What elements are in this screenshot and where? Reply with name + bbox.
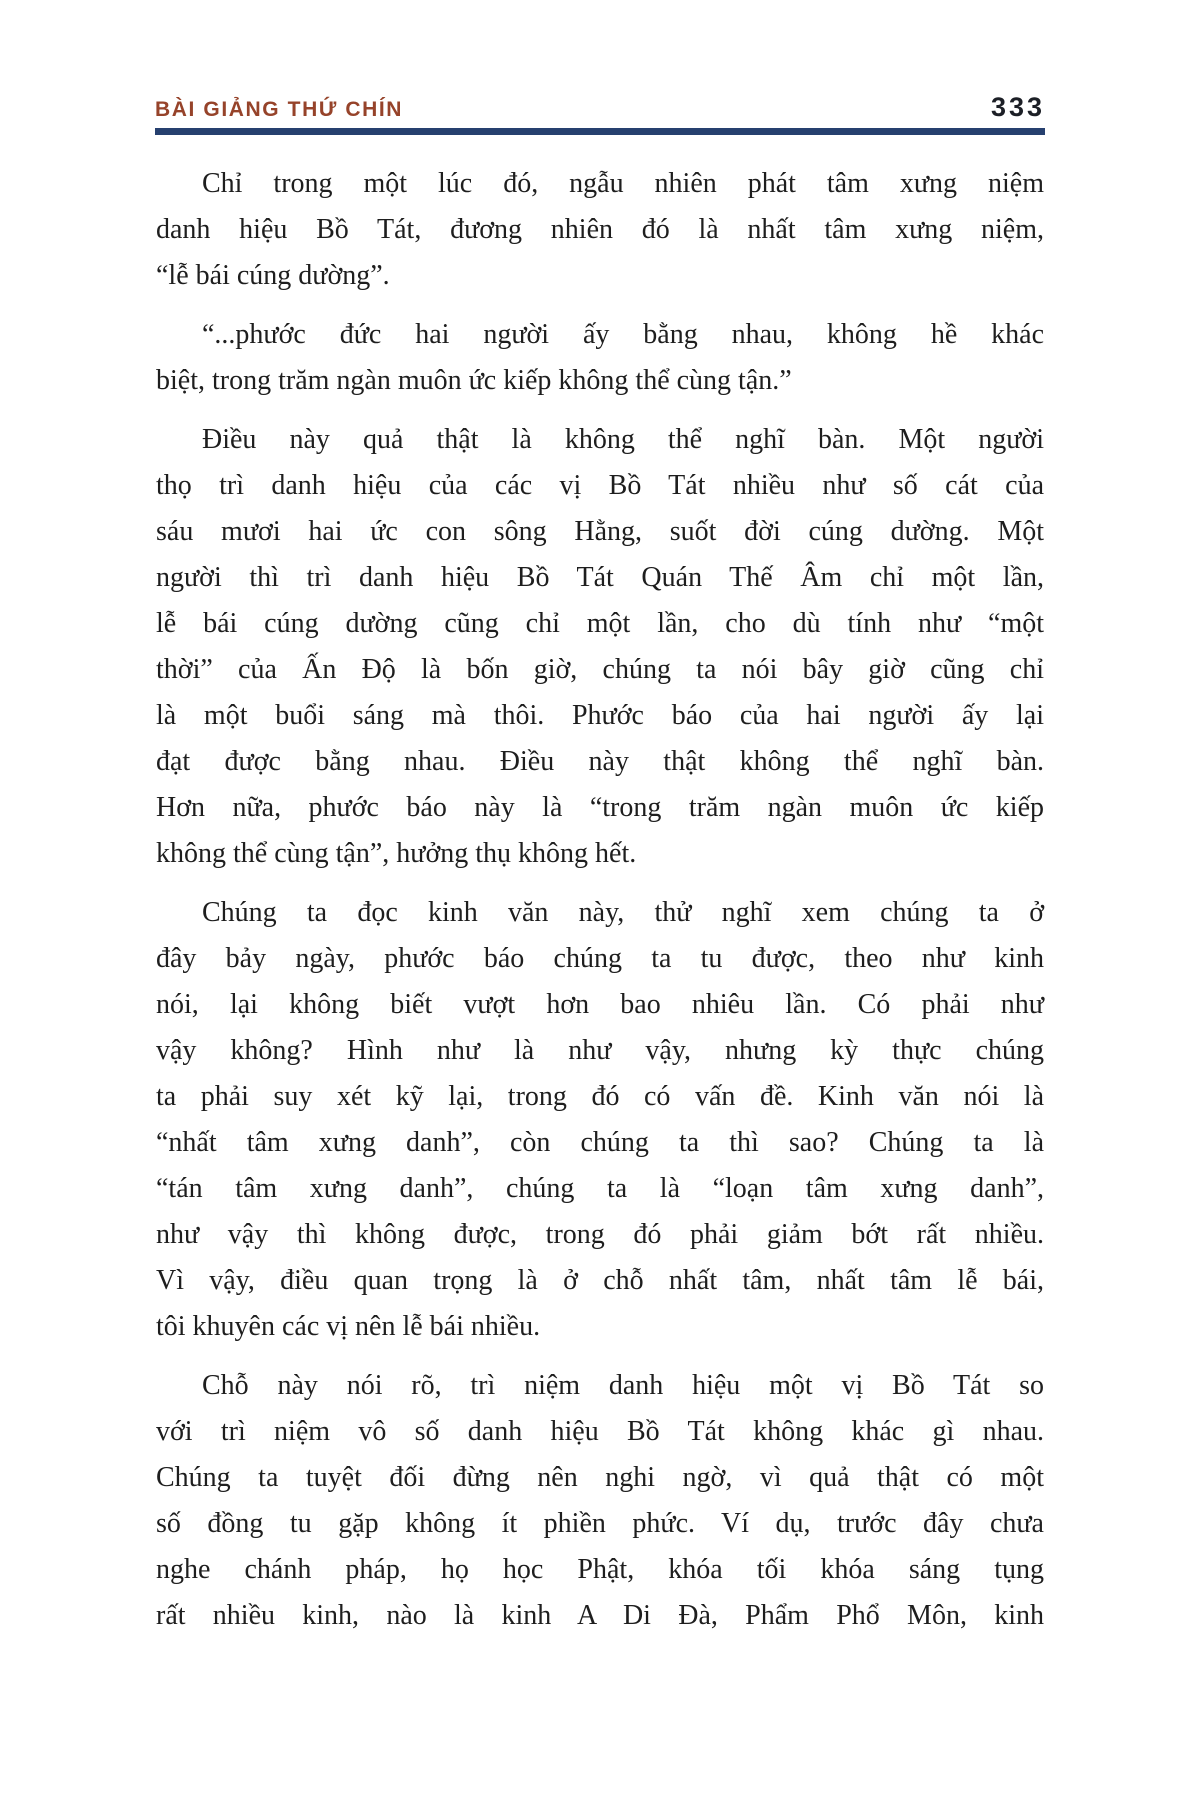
text-line: là một buổi sáng mà thôi. Phước báo của hai người ấy lại [156,700,1044,731]
text-line: không thể cùng tận”, hưởng thụ không hết. [156,838,637,869]
page-header [155,92,1045,125]
text-line: “nhất tâm xưng danh”, còn chúng ta thì sao? Chúng ta là [156,1127,1044,1158]
text-line: đây bảy ngày, phước báo chúng ta tu được, theo như kinh [156,943,1044,974]
text-line: thời” của Ấn Độ là bốn giờ, chúng ta nói bây giờ cũng chỉ [156,654,1044,685]
text-line: “lễ bái cúng dường”. [156,260,390,291]
text-line: “tán tâm xưng danh”, chúng ta là “loạn tâm xưng danh”, [156,1173,1044,1204]
text-line: sáu mươi hai ức con sông Hằng, suốt đời cúng dường. Một [156,516,1044,547]
text-line: vậy không? Hình như là như vậy, nhưng kỳ thực chúng [156,1035,1044,1066]
paragraph [156,161,1044,299]
text-line: danh hiệu Bồ Tát, đương nhiên đó là nhất tâm xưng niệm, [156,214,1044,245]
body-text [156,161,1044,1639]
text-line: Chúng ta đọc kinh văn này, thử nghĩ xem chúng ta ở [202,897,1044,928]
text-line: đạt được bằng nhau. Điều này thật không thể nghĩ bàn. [156,746,1044,777]
text-line: với trì niệm vô số danh hiệu Bồ Tát không khác gì nhau. [156,1416,1044,1447]
header-rule [155,128,1045,135]
text-line: Chỗ này nói rõ, trì niệm danh hiệu một vị Bồ Tát so [202,1370,1044,1401]
paragraph [156,312,1044,404]
text-line: Vì vậy, điều quan trọng là ở chỗ nhất tâm, nhất tâm lễ bái, [156,1265,1044,1296]
text-line: rất nhiều kinh, nào là kinh A Di Đà, Phẩm Phổ Môn, kinh [156,1600,1044,1631]
text-line: Chúng ta tuyệt đối đừng nên nghi ngờ, vì quả thật có một [156,1462,1044,1493]
text-line: nói, lại không biết vượt hơn bao nhiêu lần. Có phải như [156,989,1044,1020]
paragraph [156,890,1044,1350]
text-line: nghe chánh pháp, họ học Phật, khóa tối khóa sáng tụng [156,1554,1044,1585]
text-line: thọ trì danh hiệu của các vị Bồ Tát nhiều như số cát của [156,470,1044,501]
text-line: Hơn nữa, phước báo này là “trong trăm ngàn muôn ức kiếp [156,792,1044,823]
text-line: tôi khuyên các vị nên lễ bái nhiều. [156,1311,541,1342]
page-number: 333 [990,92,1045,122]
text-line: Chỉ trong một lúc đó, ngẫu nhiên phát tâm xưng niệm [202,168,1044,199]
text-line: ta phải suy xét kỹ lại, trong đó có vấn đề. Kinh văn nói là [156,1081,1044,1112]
text-line: như vậy thì không được, trong đó phải giảm bớt rất nhiều. [156,1219,1044,1250]
text-line: người thì trì danh hiệu Bồ Tát Quán Thế Âm chỉ một lần, [156,562,1044,593]
running-header-title: BÀI GIẢNG THỨ CHÍN [155,98,404,121]
paragraph [156,1363,1044,1639]
text-line: “...phước đức hai người ấy bằng nhau, không hề khác [202,319,1044,350]
text-line: Điều này quả thật là không thể nghĩ bàn. Một người [202,424,1044,455]
text-line: biệt, trong trăm ngàn muôn ức kiếp không thể cùng tận.” [156,365,792,396]
paragraph [156,417,1044,877]
text-line: lễ bái cúng dường cũng chỉ một lần, cho dù tính như “một [156,608,1044,639]
text-line: số đồng tu gặp không ít phiền phức. Ví dụ, trước đây chưa [156,1508,1044,1539]
